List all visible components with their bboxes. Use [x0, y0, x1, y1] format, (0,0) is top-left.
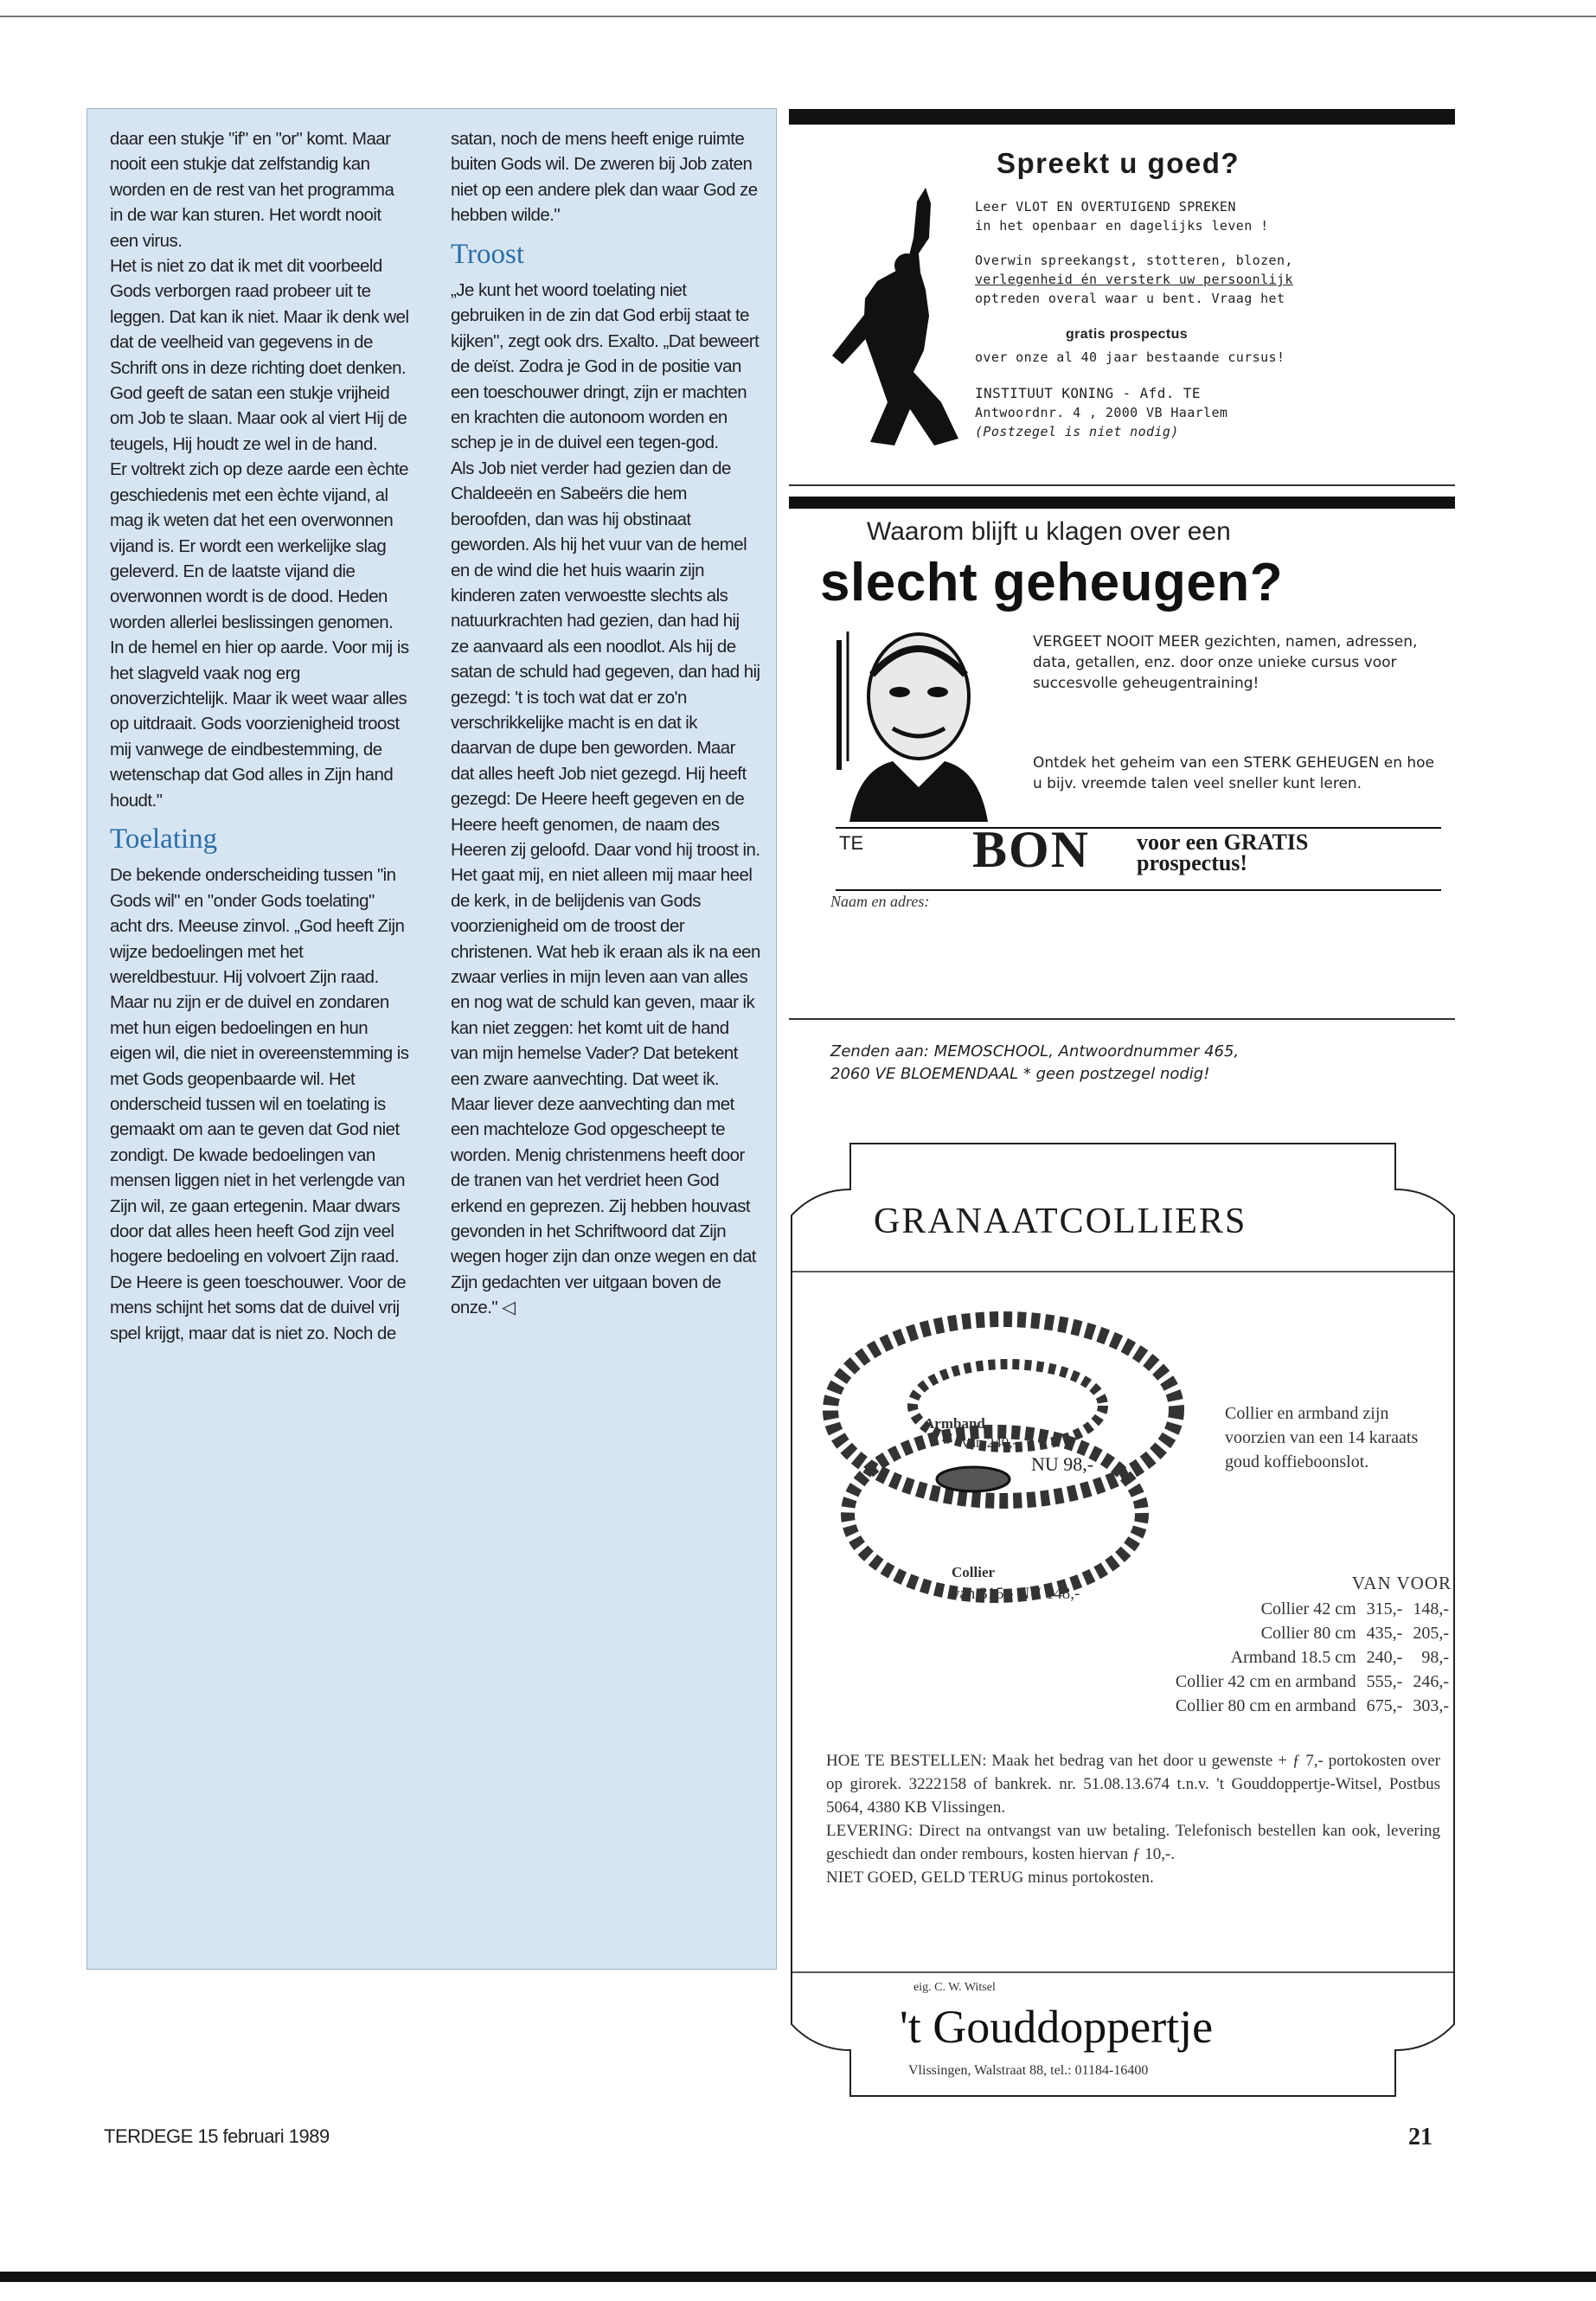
ad-line-bold: gratis prospectus: [1066, 327, 1189, 342]
man-portrait-illustration: [832, 614, 1005, 822]
top-rule: [0, 16, 1596, 17]
armband-label: Armband: [924, 1415, 985, 1432]
paragraph: Het gaat mij, en niet alleen mij maar heel de kerk, in de belijdenis van Gods voorzienigheid om de troost der christenen. Wat heb ik eraan als ik na een zwaar verlies in mijn leven aan van alles en nog wat de schuld kan geven, maar ik kan niet zeggen: het komt uit de hand van mijn hemelse Vader? Dat betekent een zware aanvechting. Dat weet ik. Maar liever deze aanvechting dan met een machteloze God opgescheept te worden. Menig christenmens heeft door de tranen van het verdriet heen God erkend en geprezen. Zij hebben houvast gevonden in het Schriftwoord dat Zijn wegen hoger zijn dan onze wegen en dat Zijn gedachten ver uitgaan boven de onze." ◁: [451, 865, 760, 1318]
ad-line: Overwin spreekangst, stotteren, blozen,: [975, 253, 1293, 268]
coupon-line: [836, 889, 1441, 891]
paragraph: Het is niet zo dat ik met dit voorbeeld Gods verborgen raad probeer uit te leggen. Dat kan ik niet. Maar ik denk wel dat de veelheid van gegevens in de Schrift ons in deze richting doet denken. God geeft de satan een stukje vrijheid om Job te slaan. Maar ook al viert Hij de teugels, Hij houdt ze wel in de hand.: [110, 256, 409, 454]
ad-line: Leer VLOT EN OVERTUIGEND SPREKEN: [975, 199, 1236, 215]
price-item: Collier 80 cm en armband: [1175, 1696, 1356, 1715]
price-item: Collier 80 cm: [1260, 1624, 1356, 1643]
ad-line: optreden overal waar u bent. Vraag het: [975, 291, 1285, 306]
bon-text-line: voor een GRATIS: [1137, 830, 1309, 855]
ad-address: INSTITUUT KONING - Afd. TE: [975, 385, 1201, 401]
order-instructions: HOE TE BESTELLEN: Maak het bedrag van het door u gewenste + ƒ 7,- portokosten over op girorek. 3222158 of bankrek. nr. 51.08.13.674 t.n.v. 't Gouddoppertje-Witsel, Postbus 5064, 4380 KB Vlissingen.: [826, 1752, 1440, 1817]
price-row: [1165, 1694, 1449, 1718]
price-voor: 148,-: [1413, 1599, 1449, 1618]
bon-text-line: prospectus!: [1137, 850, 1248, 875]
article-panel: [87, 108, 777, 1970]
price-van: 240,-: [1366, 1648, 1403, 1667]
price-row: [1165, 1670, 1449, 1694]
ad-line: over onze al 40 jaar bestaande cursus!: [975, 349, 1285, 365]
ad-headline-large: slecht geheugen?: [820, 553, 1284, 612]
coupon-line: [836, 827, 1441, 829]
ad-address: Antwoordnr. 4 , 2000 VB Haarlem: [975, 405, 1228, 420]
paragraph: Als Job niet verder had gezien dan de Chaldeeën en Sabeërs die hem beroofden, dan was hij obstinaat geworden. Als hij het vuur van de hemel en de wind die het huis waarin zijn kinderen zaten verwoestte slechts als natuurkrachten had gezien, dan had hij ze aanvaard als een noodlot. Als hij de satan de schuld had gegeven, dan had hij gezegd: 't is toch wat dat er zo'n verschrikkelijke macht is en dat ik daarvan de dupe ben geworden. Maar dat alles heeft Job niet gezegd. Hij heeft gezegd: De Heere heeft gegeven en de Heere heeft genomen, de naam des Heeren zij geloofd. Daar vond hij troost in.: [451, 458, 760, 860]
ad-headline: Waarom blijft u klagen over een: [867, 517, 1231, 546]
price-table: [1165, 1597, 1449, 1718]
delivery-info: LEVERING: Direct na ontvangst van uw betaling. Telefonisch bestellen kan ook, levering geschiedt dan onder rembours, kosten hiervan ƒ 10,-.: [826, 1822, 1440, 1863]
name-address-field: Naam en adres:: [830, 893, 930, 910]
price-voor: 205,-: [1413, 1624, 1449, 1643]
ad-divider: [789, 484, 1455, 486]
price-row: [1165, 1621, 1449, 1645]
price-van: 675,-: [1366, 1696, 1403, 1715]
paragraph: satan, noch de mens heeft enige ruimte buiten Gods wil. De zweren bij Job zaten niet op een andere plek dan waar God ze hebben wilde.": [451, 129, 758, 226]
ad-paragraph: VERGEET NOOIT MEER gezichten, namen, adressen, data, getallen, enz. door onze unieke cursus voor succesvolle geheugentraining!: [1033, 633, 1418, 692]
ad-send-line: 2060 VE BLOEMENDAAL * geen postzegel nodig!: [830, 1065, 1210, 1083]
guarantee: NIET GOED, GELD TERUG minus portokosten.: [826, 1868, 1154, 1887]
granaat-title: GRANAATCOLLIERS: [874, 1202, 1247, 1241]
bon-label: BON: [972, 821, 1091, 878]
paragraph: „Je kunt het woord toelating niet gebruiken in de zin dat God erbij staat te kijken", zegt ook drs. Exalto. „Dat beweert de deïst. Zodra je God in de positie van een toeschouwer dringt, zijn er machten en krachten die autonoom worden en schep je in de duivel een tegen-god.: [451, 280, 760, 453]
paragraph: daar een stukje "if" en "or" komt. Maar nooit een stukje dat zelfstandig kan worden en de rest van het programma in de war kan sturen. Het wordt nooit een virus.: [110, 129, 394, 251]
order-info: [826, 1749, 1440, 1889]
price-header: VAN VOOR: [1351, 1573, 1452, 1593]
product-description: Collier en armband zijn voorzien van een 14 karaats goud koffieboonslot.: [1225, 1404, 1419, 1471]
necklace-illustration: [813, 1306, 1194, 1618]
ad-line: in het openbaar en dagelijks leven !: [975, 218, 1269, 234]
armband-new-price: NU 98,-: [1031, 1453, 1094, 1475]
price-item: Collier 42 cm en armband: [1175, 1672, 1356, 1691]
ad-divider: [789, 1018, 1455, 1020]
paragraph: Er voltrekt zich op deze aarde een èchte geschiedenis met een èchte vijand, al mag ik weten dat het een overwonnen vijand is. Er wordt een werkelijke slag geleverd. En de laatste vijand die overwonnen wordt is de dood. Heden worden allerlei beslissingen genomen. In de hemel en hier op aarde. Voor mij is het slagveld vaak nog erg onoverzichtelijk. Maar ik weet waar alles op uitdraait. Gods voorzienigheid troost mij vanwege de eindbestemming, de wetenschap dat God alles in Zijn hand houdt.": [110, 459, 409, 811]
price-row: [1165, 1645, 1449, 1670]
article-column-2: [451, 126, 760, 1321]
ad-title: Spreekt u goed?: [997, 147, 1240, 179]
ad-send-to: [830, 1041, 1453, 1086]
owner-line: eig. C. W. Witsel: [913, 1981, 996, 1994]
price-van: 435,-: [1366, 1624, 1403, 1643]
price-item: Collier 42 cm: [1260, 1599, 1356, 1618]
armband-old-price: van 240,-: [962, 1434, 1018, 1451]
page-number: 21: [1408, 2124, 1433, 2150]
bon-text: [1137, 832, 1308, 874]
magazine-footer: TERDEGE 15 februari 1989: [104, 2125, 330, 2147]
price-voor: 246,-: [1413, 1672, 1449, 1691]
ad-line: verlegenheid én versterk uw persoonlijk: [975, 272, 1293, 287]
price-row: [1165, 1597, 1449, 1621]
collier-label: Collier: [952, 1564, 996, 1580]
subheading-toelating: Toelating: [110, 823, 218, 855]
price-voor: 98,-: [1421, 1648, 1449, 1667]
subheading-troost: Troost: [451, 238, 524, 270]
ad-geheugen: [789, 510, 1455, 960]
price-van: 315,-: [1366, 1599, 1403, 1618]
price-voor: 303,-: [1413, 1696, 1449, 1715]
bottom-rule: [0, 2272, 1596, 2282]
price-van: 555,-: [1366, 1672, 1403, 1691]
ad-spreekt-u-goed: [789, 121, 1455, 484]
collier-price: van 315,- NU 148,-: [952, 1585, 1080, 1603]
shop-name: 't Gouddoppertje: [900, 2001, 1214, 2053]
paragraph: De bekende onderscheiding tussen "in Gods wil" en "onder Gods toelating" acht drs. Meeuse zinvol. „God heeft Zijn wijze bedoelingen met het wereldbestuur. Hij volvoert Zijn raad. Maar nu zijn er de duivel en zondaren met hun eigen bedoelingen en hun eigen wil, die niet in overeenstemming is met Gods geopenbaarde wil. Het onderscheid tussen wil en toelating is gemaakt om aan te geven dat God niet zondigt. De kwade bedoelingen van mensen liggen niet in het verlengde van Zijn wil, ze gaan ertegenin. Maar dwars door dat alles heen heeft God zijn veel hogere bedoeling en volvoert Zijn raad. De Heere is geen toeschouwer. Voor de mens schijnt het soms dat de duivel vrij spel krijgt, maar dat is niet zo. Noch de: [110, 865, 409, 1343]
coupon-code: TE: [839, 832, 864, 854]
price-item: Armband 18.5 cm: [1230, 1648, 1356, 1667]
ad-top-bar: [789, 497, 1455, 509]
shop-address: Vlissingen, Walstraat 88, tel.: 01184-16400: [908, 2063, 1149, 2078]
ad-paragraph: Ontdek het geheim van een STERK GEHEUGEN en hoe u bijv. vreemde talen veel sneller kunt leren.: [1033, 754, 1435, 792]
article-column-1: [110, 126, 409, 1346]
ad-address: (Postzegel is niet nodig): [975, 424, 1179, 439]
speaker-figure-illustration: [824, 186, 979, 471]
ad-send-line: Zenden aan: MEMOSCHOOL, Antwoordnummer 465,: [830, 1042, 1240, 1061]
